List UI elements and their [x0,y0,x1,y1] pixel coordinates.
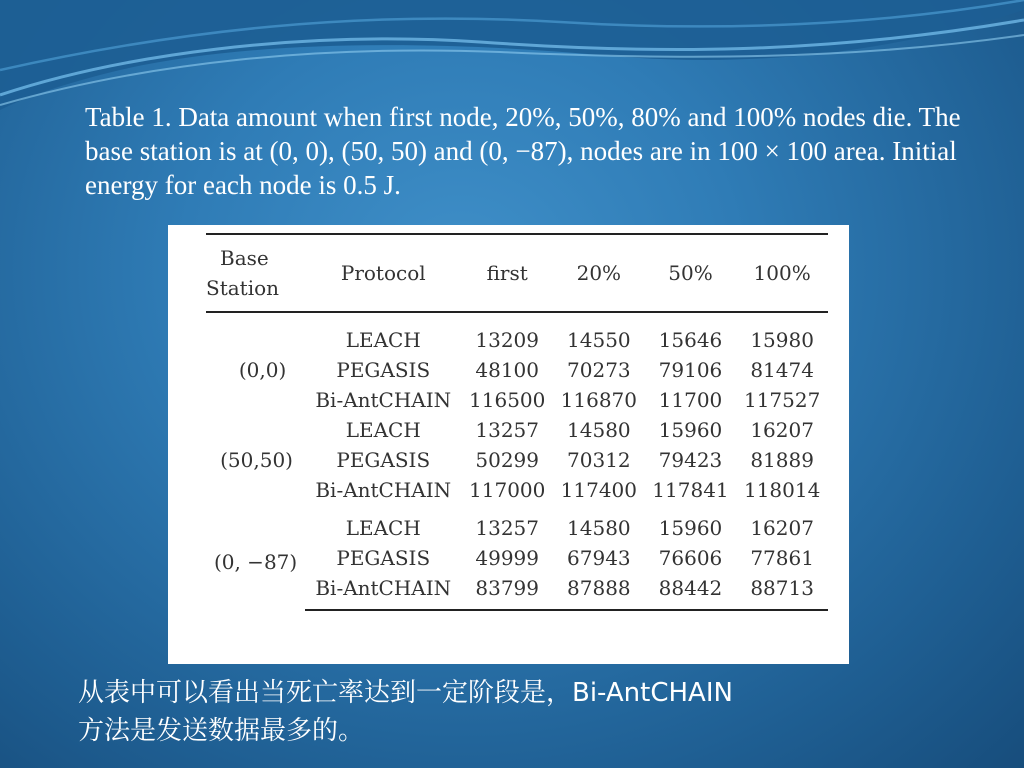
value-cell: 48100 [475,358,539,382]
value-cell: 116500 [469,388,546,412]
value-cell: 70312 [567,448,631,472]
table-image [168,225,849,664]
header-20: 20% [576,261,622,285]
base-station-cell: (0,0) [238,358,287,382]
value-cell: 116870 [560,388,638,412]
value-cell: 15960 [658,418,723,442]
value-cell: 50299 [475,448,539,472]
protocol-cell: LEACH [345,516,421,540]
value-cell: 13257 [475,516,539,540]
header-first: first [486,261,528,285]
value-cell: 13257 [475,418,539,442]
header-base-station [206,234,305,312]
protocol-cell: Bi-AntCHAIN [315,388,452,412]
protocol-cell: Bi-AntCHAIN [305,573,461,610]
header-base-line1: Base [220,246,269,270]
value-cell: 70273 [567,358,631,382]
value-cell: 77861 [750,546,814,570]
value-cell: 79423 [658,448,723,472]
value-cell: 15646 [658,328,723,352]
header-protocol: Protocol [340,261,426,285]
value-cell: 15960 [658,516,723,540]
value-cell: 11700 [658,388,723,412]
value-cell: 49999 [475,546,539,570]
table-caption: Table 1. Data amount when first node, 20%, 50%, 80% and 100% nodes die. The base station is at (0, 0), (50, 50) and (0, −87), nodes are in 100 × 100 area. Initial energy for each node is 0.5 J. [85,102,961,200]
value-cell: 14550 [567,328,631,352]
protocol-cell: PEGASIS [336,358,431,382]
table-row [206,415,828,445]
value-cell: 67943 [567,546,631,570]
results-table [206,233,828,611]
value-cell: 88442 [645,573,737,610]
table-header-row [206,234,828,312]
value-cell: 117527 [743,388,821,412]
value-cell: 117000 [469,478,546,502]
value-cell: 81889 [750,448,814,472]
protocol-cell: PEGASIS [336,448,431,472]
value-cell: 117400 [560,478,638,502]
protocol-cell: Bi-AntCHAIN [315,478,452,502]
base-station-cell: (0, −87) [213,549,298,574]
header-base-line2: Station [206,276,280,300]
value-cell: 16207 [750,516,814,540]
conclusion-text [78,674,978,750]
protocol-cell: LEACH [345,418,421,442]
conclusion-line2: 方法是发送数据最多的。 [78,716,365,746]
value-cell: 76606 [658,546,723,570]
protocol-cell: LEACH [345,328,421,352]
table-row [206,505,828,543]
value-cell: 118014 [743,478,821,502]
value-cell: 16207 [750,418,814,442]
header-50: 50% [668,261,713,285]
table-row [206,312,828,355]
value-cell: 14580 [567,418,631,442]
value-cell: 13209 [475,328,539,352]
value-cell: 88713 [736,573,828,610]
value-cell: 87888 [553,573,645,610]
value-cell: 117841 [652,478,729,502]
protocol-cell: PEGASIS [336,546,431,570]
header-100: 100% [753,261,811,285]
value-cell: 83799 [461,573,553,610]
base-station-cell: (50,50) [220,448,293,472]
value-cell: 81474 [750,358,814,382]
value-cell: 14580 [567,516,631,540]
value-cell: 15980 [750,328,814,352]
value-cell: 79106 [658,358,723,382]
conclusion-line1: 从表中可以看出当死亡率达到一定阶段是，Bi-AntCHAIN [78,678,733,708]
